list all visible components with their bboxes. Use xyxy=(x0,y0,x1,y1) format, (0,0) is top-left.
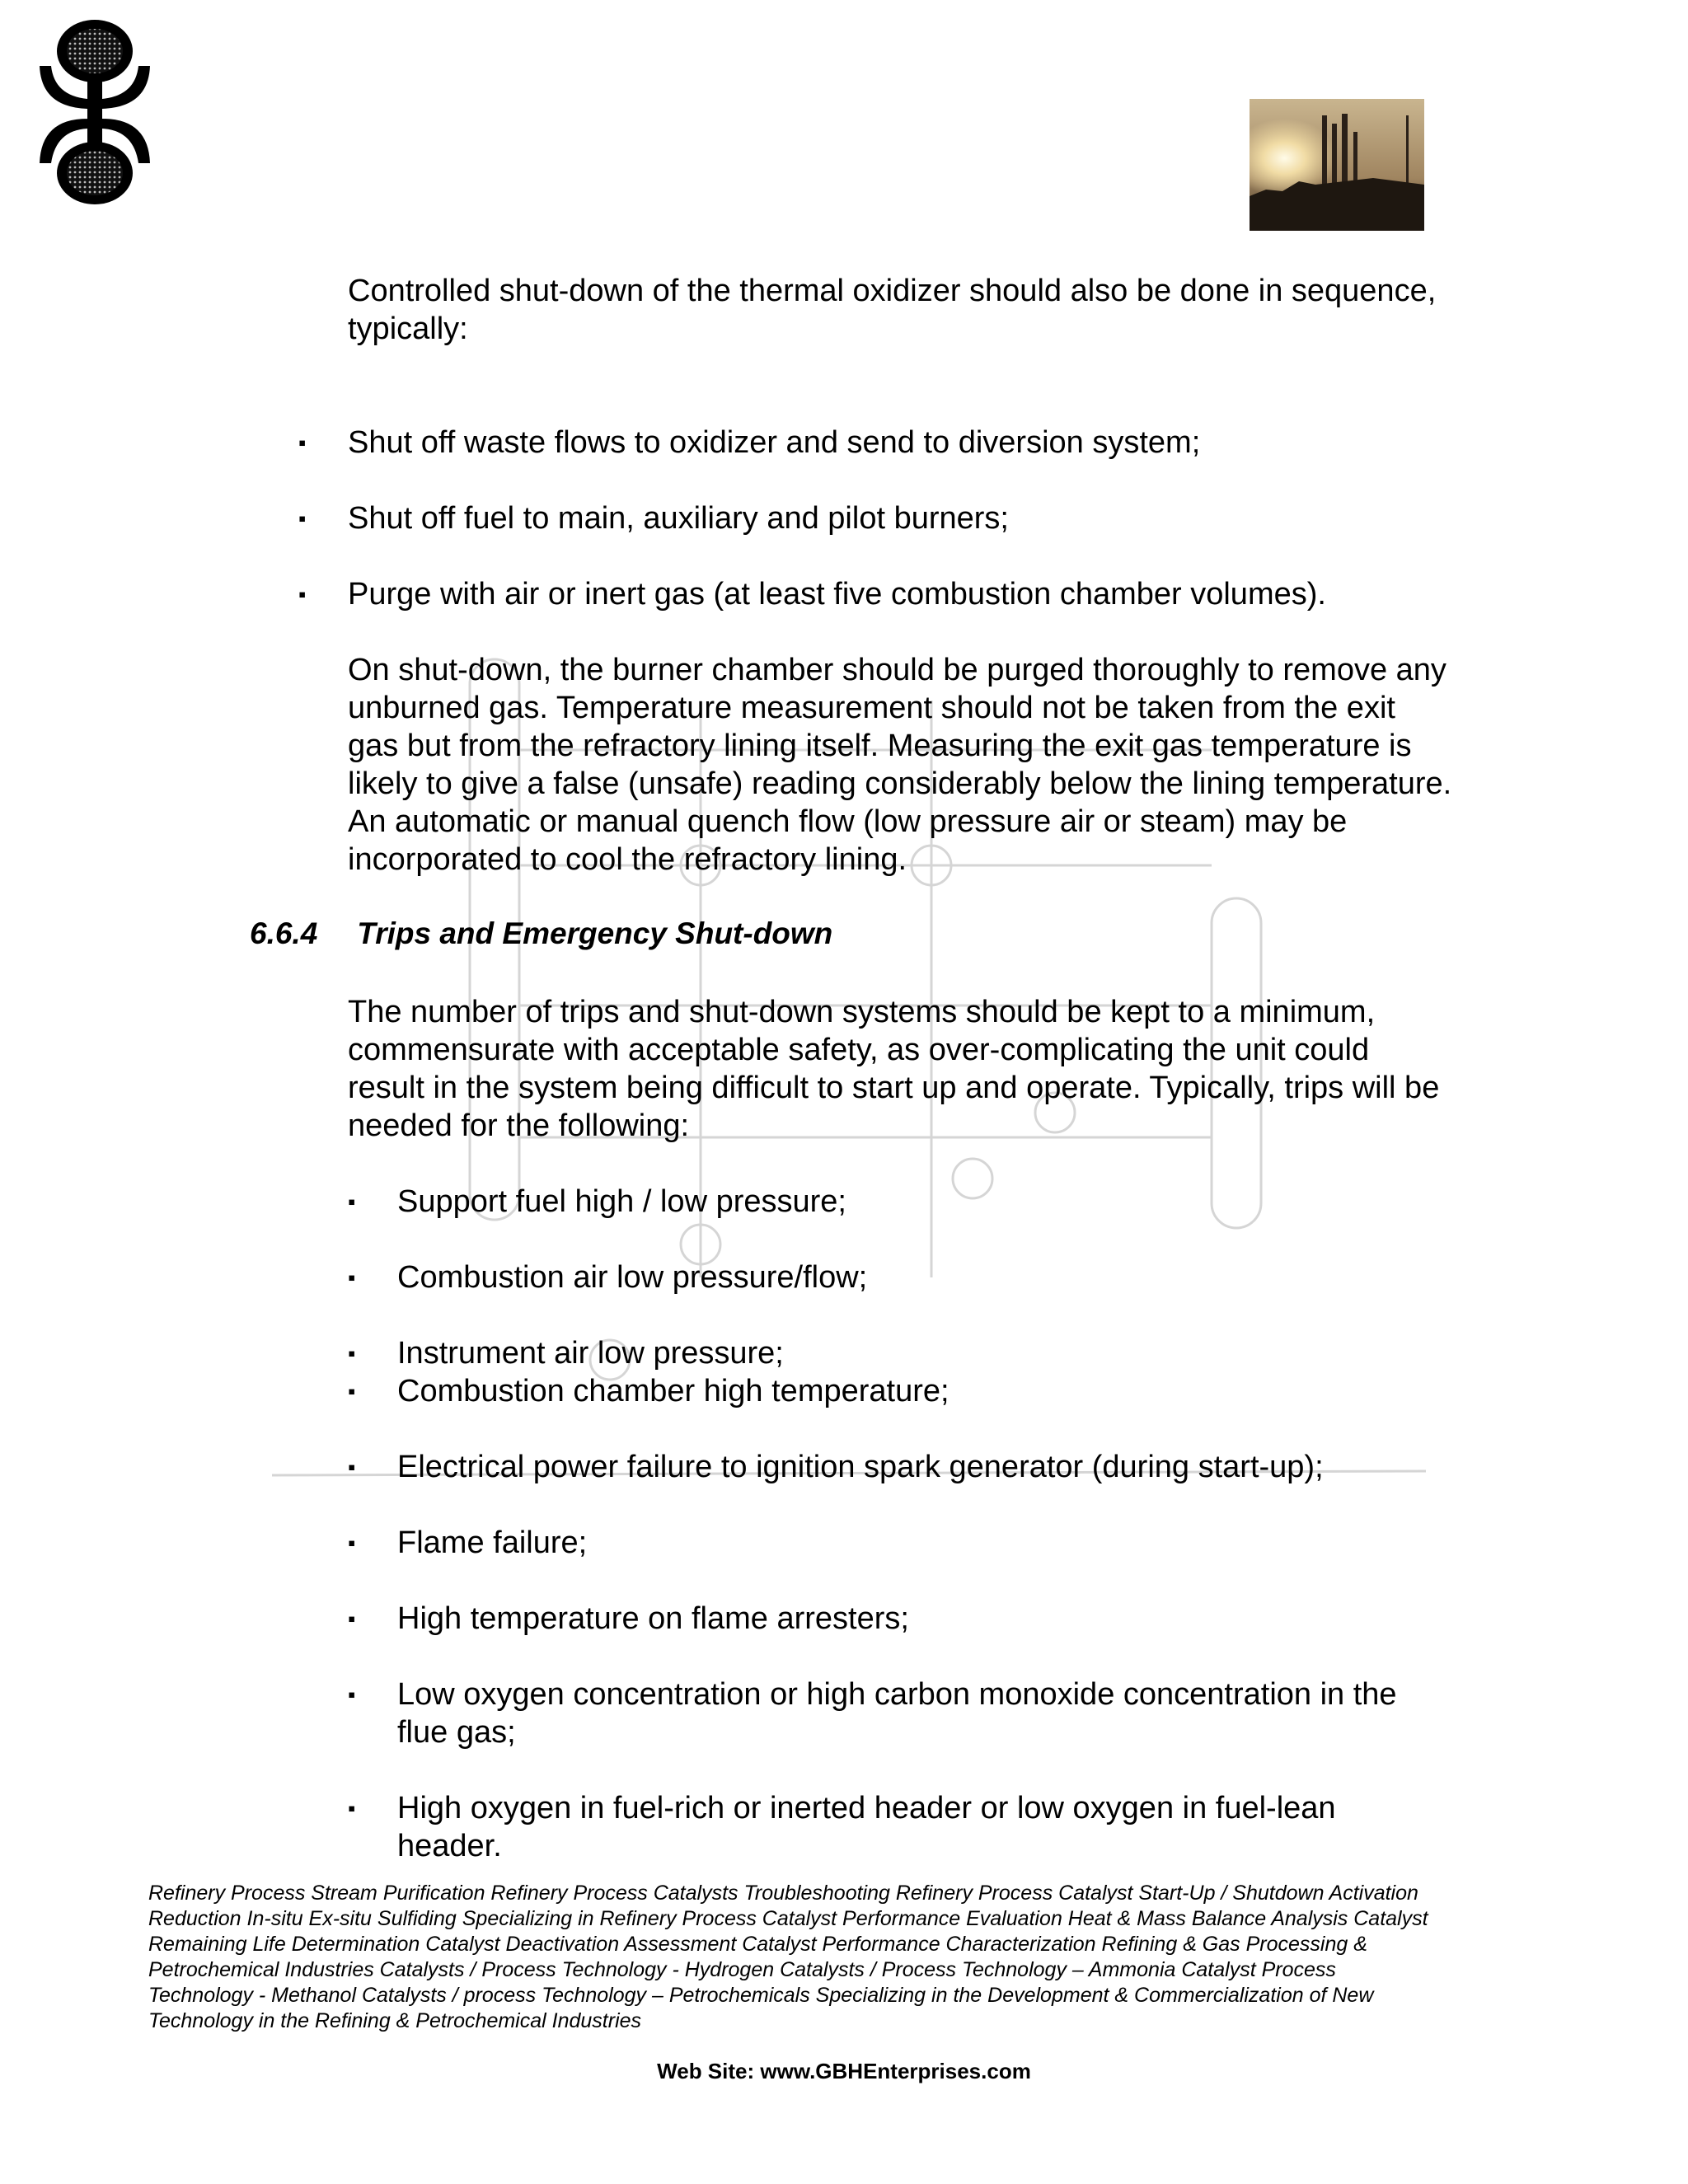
section-title: Trips and Emergency Shut-down xyxy=(357,916,833,950)
bullet-square-icon: ▪ xyxy=(298,582,307,607)
company-emblem-icon xyxy=(33,16,157,206)
section-heading xyxy=(250,915,832,953)
trips-paragraph: The number of trips and shut-down systems should be kept to a minimum, commensurate with acceptable safety, as over-complicating the unit could result in the system being difficult to start up and operate. Typically, trips will be needed for the following: xyxy=(348,995,1440,1143)
bullet-square-icon: ▪ xyxy=(298,506,307,531)
bullet-square-icon: ▪ xyxy=(348,1682,356,1707)
section-number: 6.6.4 xyxy=(250,916,318,950)
intro-paragraph: Controlled shut-down of the thermal oxidizer should also be done in sequence, typically: xyxy=(348,274,1437,346)
bullet-square-icon: ▪ xyxy=(348,1379,356,1404)
bullet-square-icon: ▪ xyxy=(348,1265,356,1290)
bullet-square-icon: ▪ xyxy=(348,1530,356,1555)
refinery-sunset-photo xyxy=(1250,99,1424,231)
website-link[interactable]: Web Site: www.GBHEnterprises.com xyxy=(657,2059,1031,2083)
bullet-square-icon: ▪ xyxy=(348,1606,356,1631)
footer-website xyxy=(0,2059,1688,2084)
bullet-square-icon: ▪ xyxy=(348,1341,356,1366)
bullet-square-icon: ▪ xyxy=(348,1455,356,1479)
bullet-square-icon: ▪ xyxy=(348,1189,356,1214)
footer-services-text: Refinery Process Stream Purification Refinery Process Catalysts Troubleshooting Refinery Process Catalyst Start-Up / Shutdown Activation Reduction In-situ Ex-situ Sulfiding Specializing in Refinery Process Catalyst Performance Evaluation Heat & Mass Balance Analysis Catalyst Remaining Life Determination Catalyst Deactivation Assessment Catalyst Performance Characterization Refining & Gas Processing & Petrochemical Industries Catalysts / Process Technology - Hydrogen Catalysts / Process Technology – Ammonia Catalyst Process Technology - Methanol Catalysts / process Technology – Petrochemicals Specializing in the Development & Commercialization of New Technology in the Refining & Petrochemical Industries xyxy=(148,1882,1428,2032)
bullet-square-icon: ▪ xyxy=(298,430,307,455)
shutdown-paragraph: On shut-down, the burner chamber should be purged thoroughly to remove any unburned gas. Temperature measurement should not be taken from the exit gas but from the refractory lining itself. Measuring the exit gas temperature is likely to give a false (unsafe) reading considerably below the lining temperature. An automatic or manual quench flow (low pressure air or steam) may be incorporated to cool the refractory lining. xyxy=(348,653,1452,877)
bullet-square-icon: ▪ xyxy=(348,1796,356,1821)
